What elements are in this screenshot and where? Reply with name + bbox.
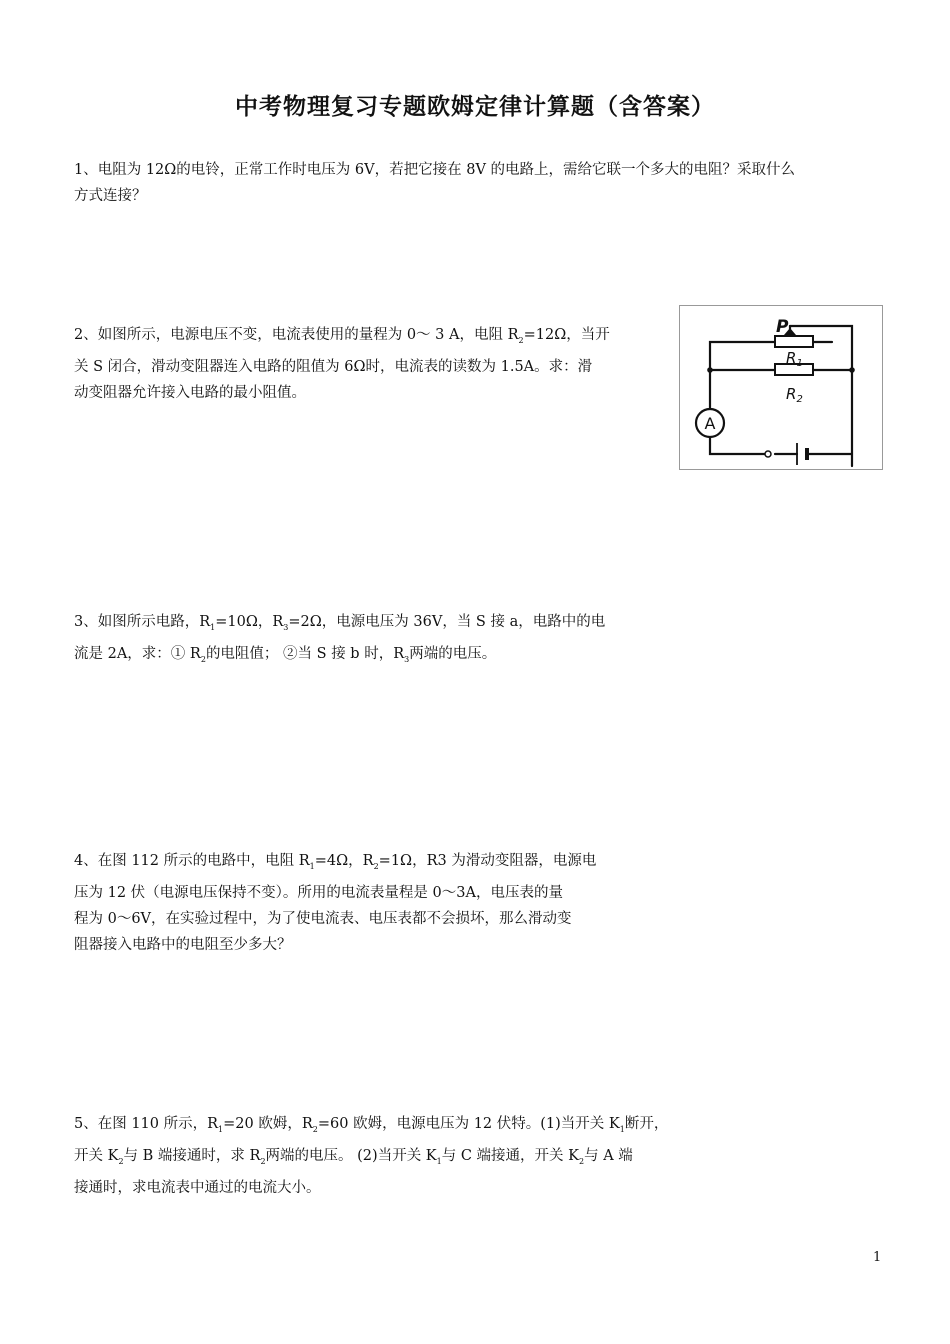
wire-top-left — [710, 342, 775, 370]
question-4-line-3: 程为 0～6V，在实验过程中，为了使电流表、电压表都不会损坏，那么滑动变 — [74, 911, 572, 927]
question-4-line-4: 阻器接入电路中的电阻至少多大？ — [74, 937, 292, 953]
label-p: P — [776, 317, 789, 337]
question-2-line-3: 动变阻器允许接入电路的最小阻值。 — [74, 385, 306, 401]
question-4 — [74, 848, 596, 958]
resistor-r1 — [775, 336, 813, 347]
switch-terminal — [765, 451, 771, 457]
question-2 — [74, 322, 610, 406]
question-2-line-1: 2、如图所示，电源电压不变，电流表使用的量程为 0～ 3 A，电阻 $R_2=12\Omega$，当开 — [74, 327, 610, 345]
question-2-line-2: 关 S 闭合，滑动变阻器连入电路的阻值为 6Ω时，电流表的读数为 1.5A。求：滑 — [74, 359, 593, 375]
junction-left — [707, 367, 713, 373]
question-3-line-1: 3、如图所示电路，$R_1=10\Omega$，$R_3=2\Omega$，电源电压为 36V，当 S 接 a，电路中的电 — [74, 614, 606, 632]
circuit-diagram — [679, 305, 883, 470]
question-1 — [74, 157, 884, 209]
junction-right — [849, 367, 855, 373]
question-5 — [74, 1111, 668, 1201]
question-5-line-2: 开关 $K_2$与 B 端接通时，求 $R_2$两端的电压。 (2)当开关 $K_1$与 C 端接通，开关 $K_2$与 A 端 — [74, 1148, 633, 1166]
question-5-line-3: 接通时，求电流表中通过的电流大小。 — [74, 1180, 321, 1196]
circuit-svg — [680, 306, 882, 469]
page-number: 1 — [873, 1250, 882, 1265]
label-r2: $R_2$ — [786, 385, 803, 405]
question-3-line-2: 流是 2A，求：① $R_2$的电阻值； ②当 S 接 b 时，$R_3$两端的电压。 — [74, 646, 497, 664]
wire-bottom-left — [710, 437, 765, 454]
question-4-line-1: 4、在图 112 所示的电路中，电阻 $R_1=4\Omega$，$R_2=1\Omega$，R3 为滑动变阻器，电源电 — [74, 853, 597, 871]
page-title: 中考物理复习专题欧姆定律计算题（含答案） — [235, 94, 715, 120]
question-5-line-1: 5、在图 110 所示，$R_1=20$ 欧姆，$R_2=60$ 欧姆，电源电压为 12 伏特。(1)当开关 $K_1$断开， — [74, 1116, 669, 1134]
question-4-line-2: 压为 12 伏（电源电压保持不变）。所用的电流表量程是 0～3A，电压表的量 — [74, 885, 563, 901]
question-1-line-2: 方式连接？ — [74, 188, 147, 204]
question-3 — [74, 609, 605, 673]
ammeter-label: A — [704, 414, 716, 433]
label-r1: $R_1$ — [786, 349, 803, 369]
question-1-line-1: 1、电阻为 12Ω的电铃，正常工作时电压为 6V，若把它接在 8V 的电路上，需给它联一个多大的电阻？采取什么 — [74, 162, 796, 178]
